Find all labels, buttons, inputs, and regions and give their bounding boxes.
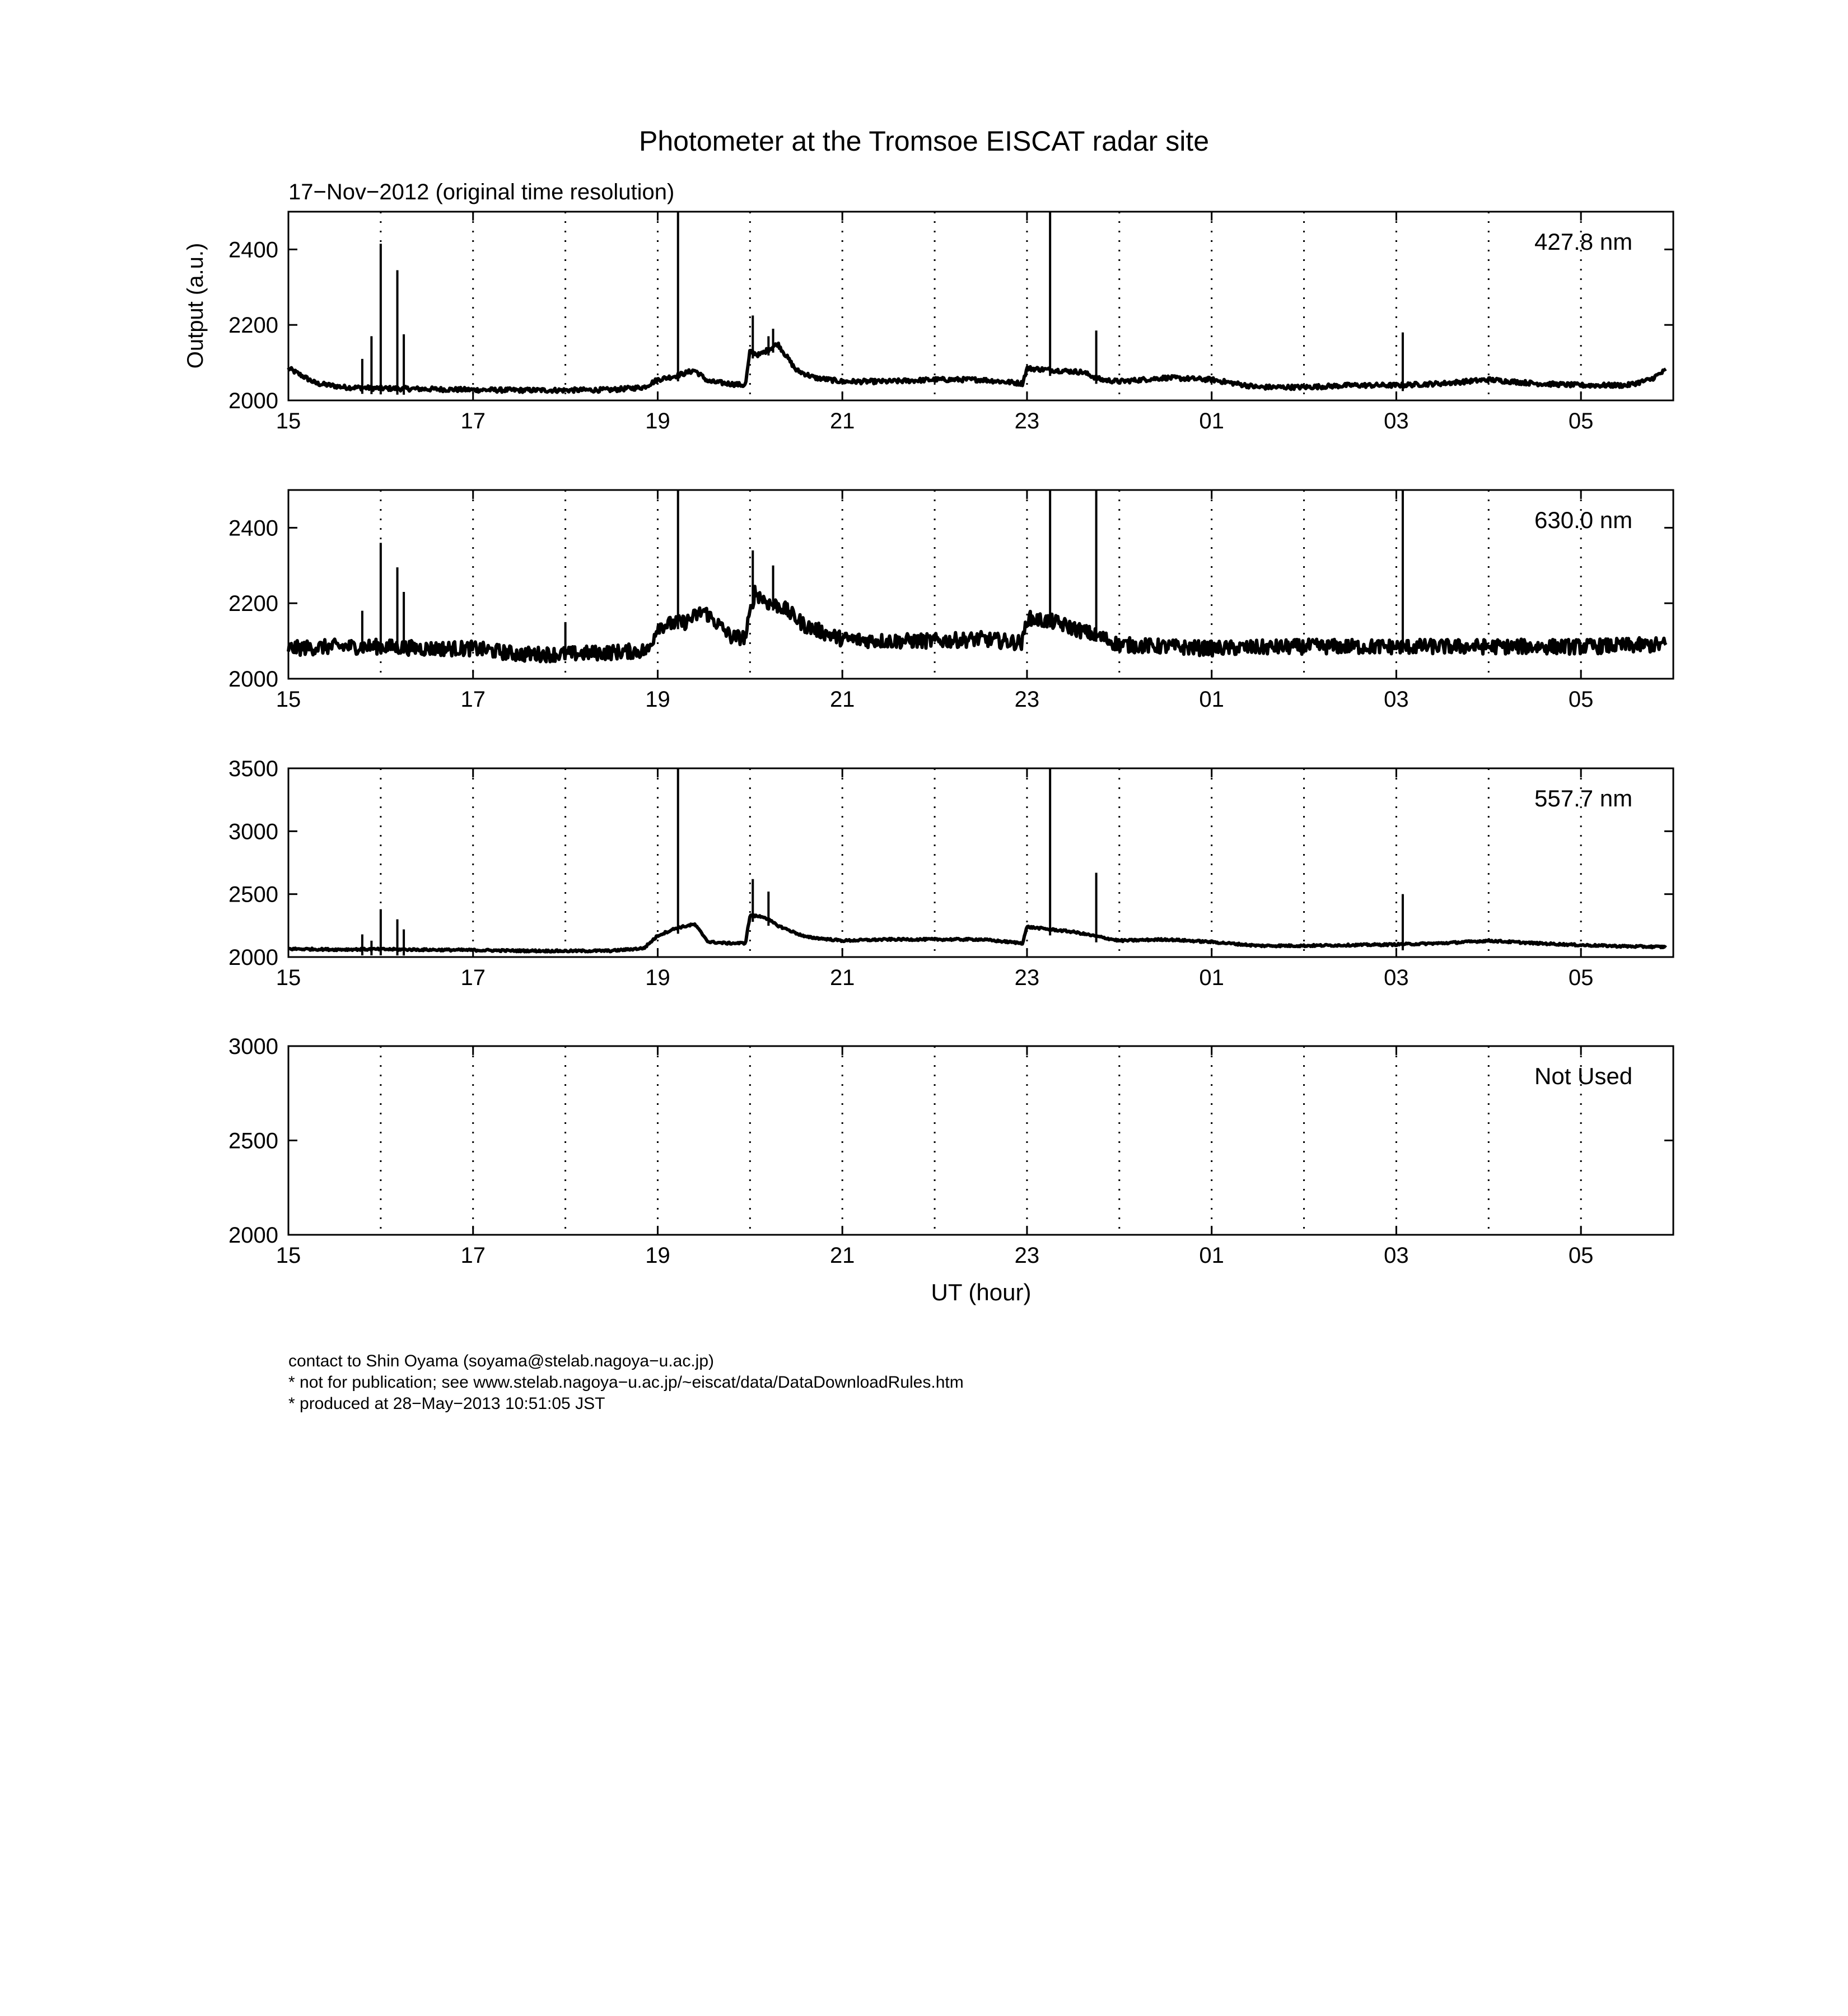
x-tick-label: 21 [829, 1243, 855, 1268]
panel-3 [228, 757, 1673, 990]
panel-4 [228, 1034, 1673, 1268]
x-tick-label: 15 [276, 409, 301, 433]
x-tick-label: 19 [645, 965, 670, 990]
x-tick-label: 05 [1568, 1243, 1594, 1268]
x-tick-label: 03 [1384, 1243, 1409, 1268]
series-line [288, 586, 1666, 662]
panel-label: Not Used [1534, 1063, 1633, 1089]
y-tick-label: 2000 [228, 667, 278, 692]
x-tick-label: 01 [1199, 687, 1224, 712]
y-tick-label: 2500 [228, 1128, 278, 1154]
footer-notes [288, 1351, 964, 1415]
y-axis-label: Output (a.u.) [183, 242, 208, 369]
panel-label: 427.8 nm [1534, 228, 1633, 255]
x-tick-label: 19 [645, 409, 670, 433]
x-tick-label: 21 [829, 965, 855, 990]
x-tick-label: 19 [645, 687, 670, 712]
panel-frame [288, 212, 1673, 400]
figure-subtitle: 17−Nov−2012 (original time resolution) [288, 180, 675, 204]
y-tick-label: 2000 [228, 945, 278, 970]
x-tick-label: 17 [460, 687, 486, 712]
panel-label: 557.7 nm [1534, 785, 1633, 811]
y-tick-label: 3000 [228, 819, 278, 844]
panel-label: 630.0 nm [1534, 507, 1633, 533]
x-tick-label: 03 [1384, 687, 1409, 712]
footer-contact: contact to Shin Oyama (soyama@stelab.nagoya−u.ac.jp) [288, 1352, 715, 1370]
x-tick-label: 19 [645, 1243, 670, 1268]
x-tick-label: 05 [1568, 965, 1594, 990]
x-tick-label: 23 [1014, 687, 1040, 712]
panel-1 [228, 212, 1673, 433]
x-tick-label: 05 [1568, 687, 1594, 712]
y-tick-label: 3500 [228, 757, 278, 781]
x-tick-label: 23 [1014, 409, 1040, 433]
x-tick-label: 01 [1199, 1243, 1224, 1268]
y-tick-label: 2000 [228, 1223, 278, 1248]
x-tick-label: 15 [276, 1243, 301, 1268]
x-tick-label: 05 [1568, 409, 1594, 433]
footer-publication-note: * not for publication; see www.stelab.nagoya−u.ac.jp/~eiscat/data/DataDownloadRules.htm [288, 1373, 964, 1392]
y-tick-label: 2000 [228, 389, 278, 413]
y-tick-label: 2200 [228, 313, 278, 338]
y-tick-label: 2500 [228, 882, 278, 907]
x-tick-label: 23 [1014, 965, 1040, 990]
y-tick-label: 2400 [228, 237, 278, 263]
x-tick-label: 21 [829, 409, 855, 433]
panel-frame [288, 768, 1673, 957]
series-line [288, 343, 1666, 393]
x-tick-label: 21 [829, 687, 855, 712]
series-line [288, 915, 1666, 952]
panel-2 [228, 490, 1673, 712]
x-tick-label: 17 [460, 409, 486, 433]
x-tick-label: 17 [460, 965, 486, 990]
panel-frame [288, 1046, 1673, 1235]
x-tick-label: 15 [276, 965, 301, 990]
y-tick-label: 2200 [228, 591, 278, 617]
x-tick-label: 03 [1384, 409, 1409, 433]
x-tick-label: 01 [1199, 965, 1224, 990]
x-tick-label: 03 [1384, 965, 1409, 990]
y-tick-label: 2400 [228, 516, 278, 541]
x-tick-label: 15 [276, 687, 301, 712]
x-tick-label: 01 [1199, 409, 1224, 433]
x-axis-label: UT (hour) [931, 1279, 1032, 1305]
x-tick-label: 23 [1014, 1243, 1040, 1268]
figure-title: Photometer at the Tromsoe EISCAT radar site [638, 125, 1210, 157]
x-tick-label: 17 [460, 1243, 486, 1268]
y-tick-label: 3000 [228, 1034, 278, 1059]
footer-produced-at: * produced at 28−May−2013 10:51:05 JST [288, 1394, 605, 1413]
